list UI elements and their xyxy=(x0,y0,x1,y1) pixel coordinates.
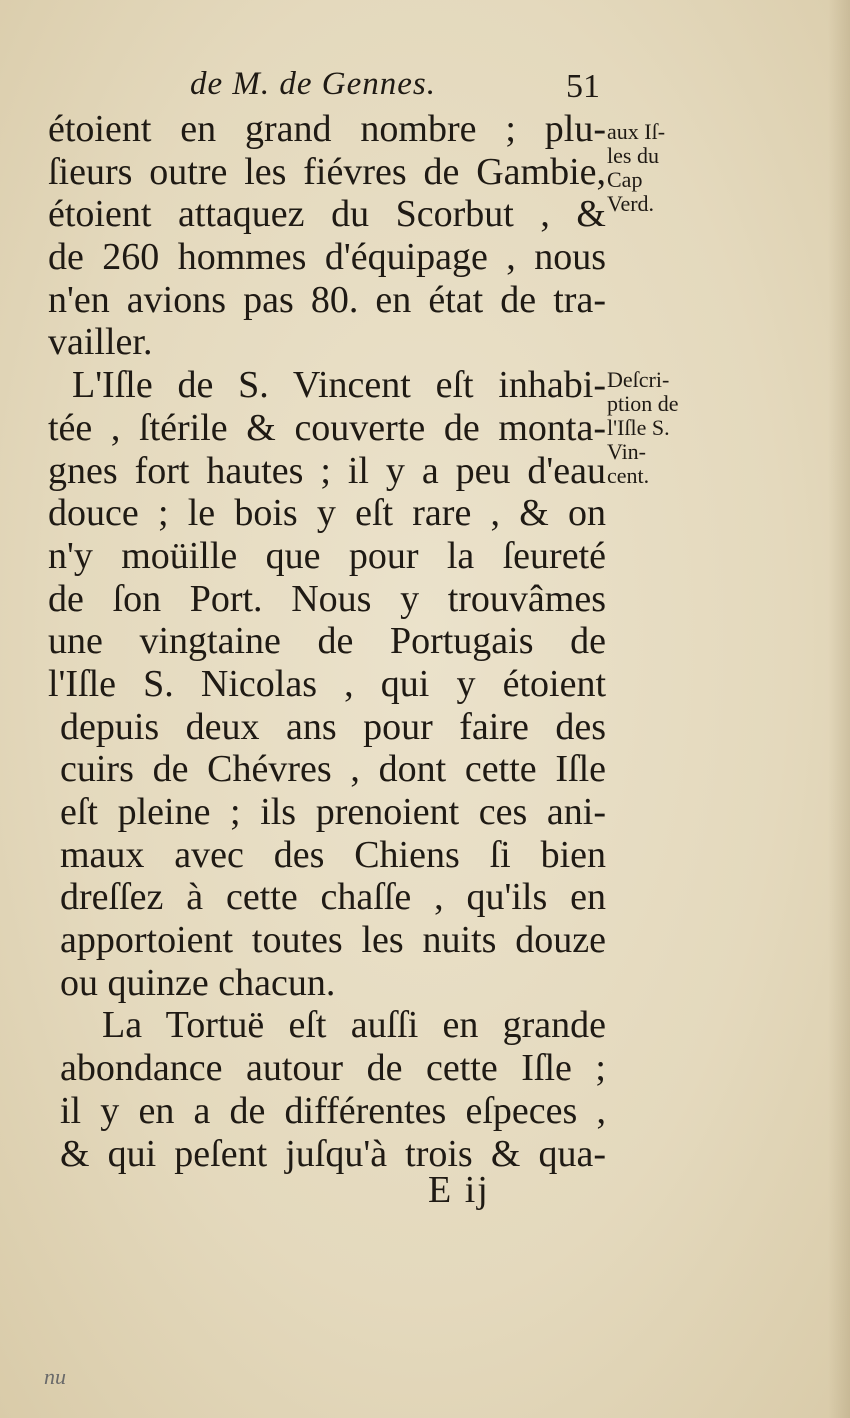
text-line: depuis deux ans pour faire des xyxy=(60,705,606,748)
text-line: n'y moüille que pour la ſeureté xyxy=(48,534,606,577)
text-line: maux avec des Chiens ſi bien xyxy=(60,833,606,876)
text-line: vailler. xyxy=(48,321,153,364)
text-line: de ſon Port. Nous y trouvâmes xyxy=(48,577,606,620)
margin-note-line: les du xyxy=(607,143,659,168)
running-head: de M. de Gennes. xyxy=(190,66,437,102)
text-line: L'Iſle de S. Vincent eſt inhabi- xyxy=(72,364,606,407)
pencil-annotation: nu xyxy=(44,1364,66,1389)
text-line: étoient attaquez du Scorbut , & xyxy=(48,193,606,236)
margin-note-line: ption de xyxy=(607,391,679,416)
text-line: La Tortuë eſt auſſi en grande xyxy=(102,1004,606,1047)
text-line: l'Iſle S. Nicolas , qui y étoient xyxy=(48,662,606,705)
text-line: de 260 hommes d'équipage , nous xyxy=(48,236,606,279)
text-line: une vingtaine de Portugais de xyxy=(48,620,606,663)
text-line: douce ; le bois y eſt rare , & on xyxy=(48,492,606,535)
text-line: apportoient toutes les nuits douze xyxy=(60,919,606,962)
margin-note-line: Vin- xyxy=(607,439,647,464)
text-line: dreſſez à cette chaſſe , qu'ils en xyxy=(60,876,606,919)
text-line: gnes fort hautes ; il y a peu d'eau xyxy=(48,449,606,492)
text-line: n'en avions pas 80. en état de tra- xyxy=(48,278,606,321)
text-line: eſt pleine ; ils prenoient ces ani- xyxy=(60,791,606,833)
text-line: étoient en grand nombre ; plu- xyxy=(48,108,606,150)
margin-note-line: cent. xyxy=(607,463,650,488)
margin-note-line: aux Iſ- xyxy=(607,119,666,144)
signature-mark: E ij xyxy=(428,1169,490,1211)
margin-note-line: Deſcri- xyxy=(607,367,670,392)
margin-note-description xyxy=(607,368,679,488)
text-line: il y en a de différentes eſpeces , xyxy=(60,1089,606,1132)
body-text xyxy=(48,108,606,1175)
margin-note-line: l'Iſle S. xyxy=(607,415,670,440)
page-number: 51 xyxy=(566,68,600,105)
text-line: abondance autour de cette Iſle ; xyxy=(60,1047,606,1090)
text-line: tée , ſtérile & couverte de monta- xyxy=(48,406,606,449)
text-line: ſieurs outre les fiévres de Gambie, xyxy=(48,150,606,193)
margin-note-line: Cap xyxy=(607,167,643,192)
text-line: ou quinze chacun. xyxy=(60,961,336,1004)
text-line: & qui peſent juſqu'à trois & qua- xyxy=(60,1132,606,1175)
text-line: cuirs de Chévres , dont cette Iſle xyxy=(60,748,606,791)
margin-note-line: Verd. xyxy=(607,191,655,216)
margin-note-cap-verd xyxy=(607,120,665,216)
